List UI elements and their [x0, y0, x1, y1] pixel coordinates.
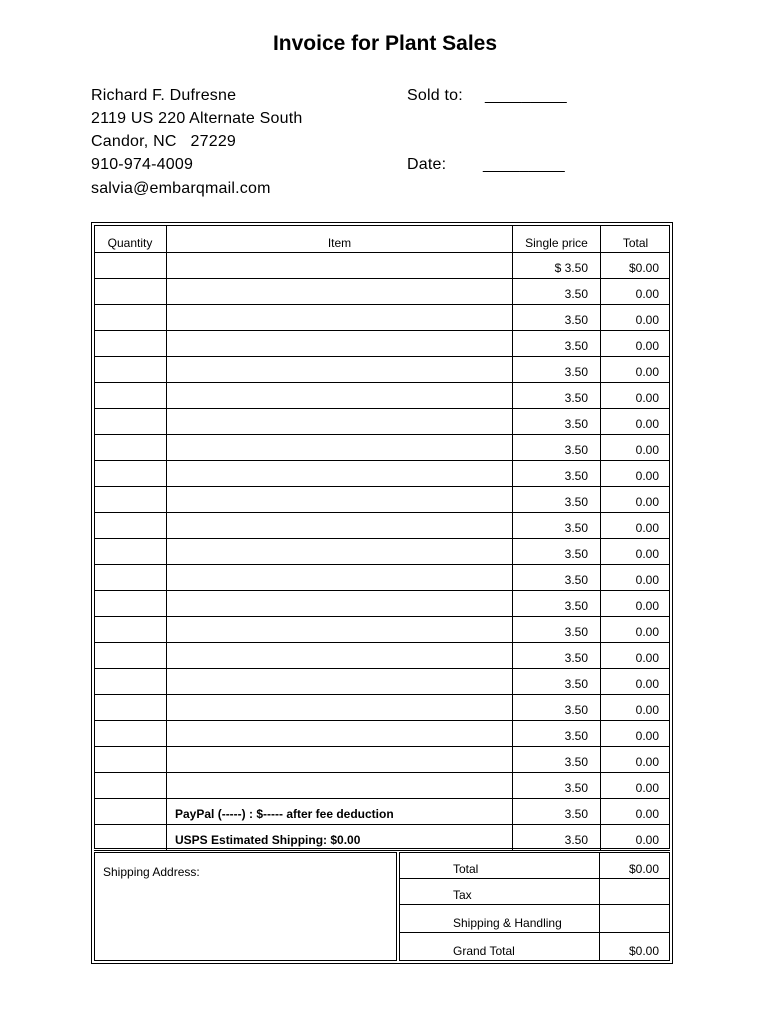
single-price-cell: 3.50: [513, 357, 601, 382]
item-cell[interactable]: [167, 357, 513, 382]
seller-city: Candor, NC 27229: [91, 133, 237, 150]
item-cell[interactable]: [167, 253, 513, 278]
item-cell[interactable]: [167, 539, 513, 564]
table-row: [94, 513, 670, 539]
header-quantity: Quantity: [94, 225, 167, 252]
item-cell[interactable]: [167, 773, 513, 798]
item-cell[interactable]: [167, 643, 513, 668]
summary-total-label: Total: [400, 853, 600, 878]
single-price-cell: 3.50: [513, 539, 601, 564]
item-cell[interactable]: [167, 747, 513, 772]
item-cell[interactable]: [167, 461, 513, 486]
item-cell[interactable]: [167, 383, 513, 408]
table-row: [94, 747, 670, 773]
item-cell[interactable]: PayPal (-----) : $----- after fee deduction: [167, 799, 513, 824]
seller-street: 2119 US 220 Alternate South: [91, 110, 303, 127]
total-cell: 0.00: [635, 469, 659, 483]
single-price-cell: 3.50: [513, 487, 601, 512]
quantity-cell[interactable]: [94, 643, 167, 668]
single-price-cell: 3.50: [513, 331, 601, 356]
single-price-cell: 3.50: [513, 305, 601, 330]
header-total: Total: [622, 236, 649, 250]
summary-total-value[interactable]: $0.00: [628, 862, 659, 876]
table-row: [94, 565, 670, 591]
item-cell[interactable]: [167, 331, 513, 356]
total-cell: 0.00: [635, 417, 659, 431]
total-cell: 0.00: [635, 287, 659, 301]
quantity-cell[interactable]: [94, 383, 167, 408]
quantity-cell[interactable]: [94, 461, 167, 486]
item-cell[interactable]: USPS Estimated Shipping: $0.00: [167, 825, 513, 850]
table-row: [94, 357, 670, 383]
header-single-price: Single price: [513, 225, 601, 252]
table-row: [94, 487, 670, 513]
total-cell: 0.00: [635, 703, 659, 717]
table-row: [94, 253, 670, 279]
item-cell[interactable]: [167, 591, 513, 616]
header-item: Item: [167, 225, 513, 252]
item-cell[interactable]: [167, 409, 513, 434]
single-price-cell: 3.50: [513, 409, 601, 434]
single-price-cell: 3.50: [513, 669, 601, 694]
single-price-cell: 3.50: [513, 279, 601, 304]
total-cell: 0.00: [635, 651, 659, 665]
single-price-cell: 3.50: [513, 695, 601, 720]
item-cell[interactable]: [167, 305, 513, 330]
summary-shipping-value[interactable]: [600, 905, 669, 932]
quantity-cell[interactable]: [94, 487, 167, 512]
summary-row: [400, 933, 669, 960]
quantity-cell[interactable]: [94, 539, 167, 564]
summary-row: [400, 853, 669, 879]
table-row: [94, 591, 670, 617]
total-cell: 0.00: [635, 313, 659, 327]
table-row: [94, 669, 670, 695]
shipping-address-box[interactable]: [94, 852, 397, 961]
summary-row: [400, 905, 669, 933]
item-cell[interactable]: [167, 435, 513, 460]
single-price-cell: 3.50: [513, 825, 601, 850]
table-row: [94, 825, 670, 851]
table-row: [94, 409, 670, 435]
table-row: [94, 305, 670, 331]
item-cell[interactable]: [167, 695, 513, 720]
table-row: [94, 383, 670, 409]
single-price-cell: 3.50: [513, 565, 601, 590]
quantity-cell[interactable]: [94, 253, 167, 278]
table-row: [94, 721, 670, 747]
quantity-cell[interactable]: [94, 617, 167, 642]
seller-name: Richard F. Dufresne: [91, 87, 237, 104]
seller-email: salvia@embarqmail.com: [91, 180, 271, 197]
quantity-cell[interactable]: [94, 695, 167, 720]
single-price-cell: 3.50: [513, 799, 601, 824]
total-cell: 0.00: [635, 495, 659, 509]
page-title: Invoice for Plant Sales: [272, 32, 498, 55]
seller-phone: 910-974-4009: [91, 156, 194, 173]
single-price-cell: 3.50: [513, 721, 601, 746]
single-price-cell: 3.50: [513, 513, 601, 538]
quantity-cell[interactable]: [94, 565, 167, 590]
single-price-cell: 3.50: [513, 461, 601, 486]
total-cell: 0.00: [635, 729, 659, 743]
total-cell: 0.00: [635, 573, 659, 587]
quantity-cell[interactable]: [94, 357, 167, 382]
total-cell: 0.00: [635, 443, 659, 457]
table-row: [94, 279, 670, 305]
quantity-cell[interactable]: [94, 799, 167, 824]
summary-box: [399, 852, 670, 961]
table-row: [94, 539, 670, 565]
total-cell: 0.00: [635, 807, 659, 821]
summary-grand-total-value[interactable]: $0.00: [628, 944, 659, 958]
total-cell: 0.00: [635, 599, 659, 613]
table-row: [94, 799, 670, 825]
quantity-cell[interactable]: [94, 305, 167, 330]
table-row: [94, 435, 670, 461]
item-cell[interactable]: [167, 279, 513, 304]
single-price-cell: 3.50: [513, 747, 601, 772]
total-cell: 0.00: [635, 833, 659, 847]
single-price-cell: $ 3.50: [513, 253, 601, 278]
item-cell[interactable]: [167, 487, 513, 512]
sold-to-label: Sold to:: [407, 87, 463, 104]
total-cell: 0.00: [635, 781, 659, 795]
table-row: [94, 461, 670, 487]
item-cell[interactable]: [167, 617, 513, 642]
total-cell: 0.00: [635, 547, 659, 561]
summary-tax-value[interactable]: [600, 879, 669, 904]
table-row: [94, 773, 670, 799]
table-row: [94, 695, 670, 721]
single-price-cell: 3.50: [513, 435, 601, 460]
date-label: Date:: [407, 156, 447, 173]
quantity-cell[interactable]: [94, 331, 167, 356]
single-price-cell: 3.50: [513, 591, 601, 616]
quantity-cell[interactable]: [94, 435, 167, 460]
quantity-cell[interactable]: [94, 513, 167, 538]
total-cell: $0.00: [628, 261, 659, 275]
total-cell: 0.00: [635, 521, 659, 535]
total-cell: 0.00: [635, 365, 659, 379]
shipping-address-label: Shipping Address:: [103, 865, 200, 879]
quantity-cell[interactable]: [94, 773, 167, 798]
summary-row: [400, 879, 669, 905]
table-row: [94, 643, 670, 669]
quantity-cell[interactable]: [94, 279, 167, 304]
total-cell: 0.00: [635, 755, 659, 769]
summary-grand-total-label: Grand Total: [400, 933, 600, 960]
single-price-cell: 3.50: [513, 617, 601, 642]
sold-to-field[interactable]: _________: [485, 87, 567, 104]
single-price-cell: 3.50: [513, 643, 601, 668]
item-cell[interactable]: [167, 721, 513, 746]
single-price-cell: 3.50: [513, 773, 601, 798]
quantity-cell[interactable]: [94, 721, 167, 746]
item-cell[interactable]: [167, 669, 513, 694]
single-price-cell: 3.50: [513, 383, 601, 408]
total-cell: 0.00: [635, 625, 659, 639]
quantity-cell[interactable]: [94, 591, 167, 616]
quantity-cell[interactable]: [94, 409, 167, 434]
table-row: [94, 617, 670, 643]
quantity-cell[interactable]: [94, 747, 167, 772]
total-cell: 0.00: [635, 391, 659, 405]
item-cell[interactable]: [167, 565, 513, 590]
quantity-cell[interactable]: [94, 825, 167, 850]
item-cell[interactable]: [167, 513, 513, 538]
table-header-row: [94, 225, 670, 253]
summary-shipping-label: Shipping & Handling: [400, 905, 600, 932]
summary-tax-label: Tax: [400, 879, 600, 904]
total-cell: 0.00: [635, 677, 659, 691]
total-cell: 0.00: [635, 339, 659, 353]
table-row: [94, 331, 670, 357]
date-field[interactable]: _________: [483, 156, 565, 173]
quantity-cell[interactable]: [94, 669, 167, 694]
